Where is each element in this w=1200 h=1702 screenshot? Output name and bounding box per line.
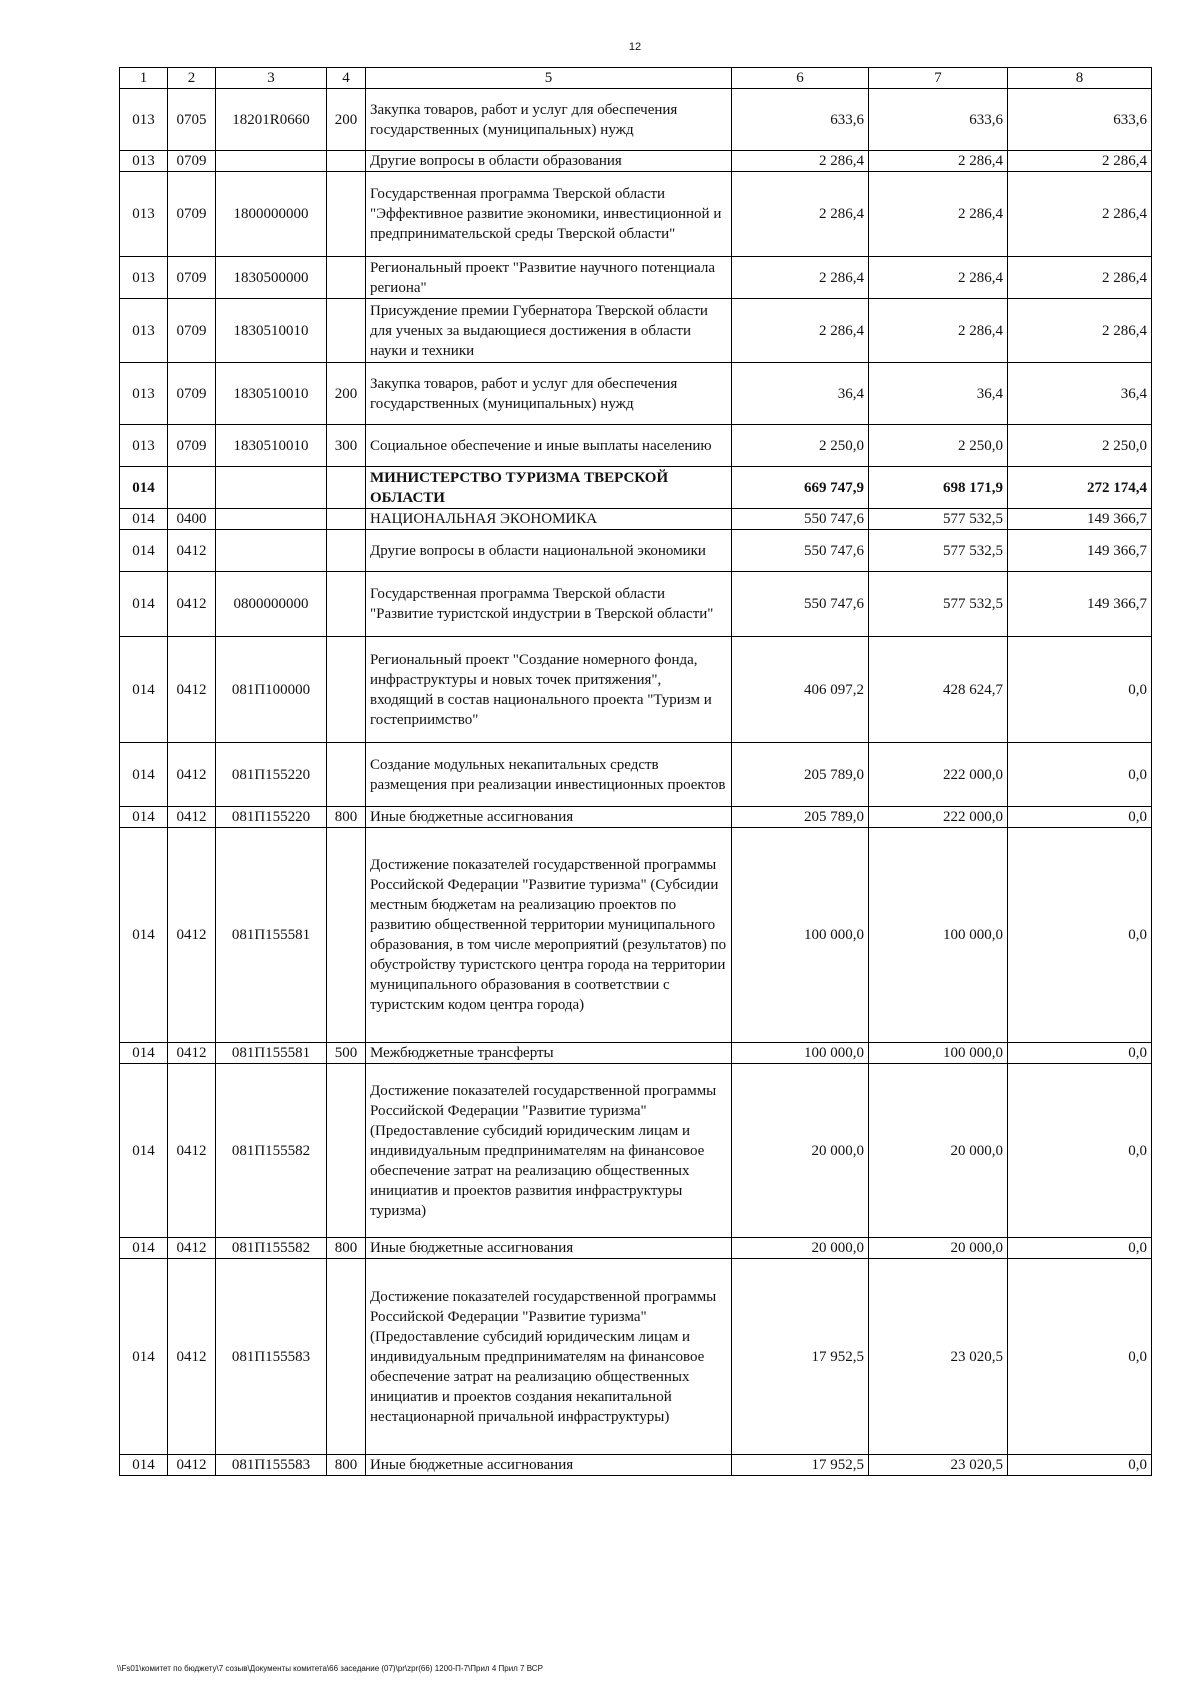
amount-cell-col7: 2 286,4	[869, 151, 1008, 172]
target-item-code-cell: 1830510010	[216, 363, 327, 425]
amount-cell-col7: 2 286,4	[869, 257, 1008, 299]
department-code-cell: 014	[120, 572, 168, 637]
amount-cell-col8: 2 286,4	[1008, 257, 1152, 299]
expense-type-cell: 800	[327, 1455, 366, 1476]
target-item-code-cell: 1830500000	[216, 257, 327, 299]
table-row	[120, 743, 1152, 807]
amount-cell-col6: 406 097,2	[732, 637, 869, 743]
budget-table	[119, 67, 1152, 1476]
amount-cell-col7: 2 286,4	[869, 299, 1008, 363]
col-header: 2	[168, 68, 216, 89]
expense-type-cell	[327, 299, 366, 363]
table-row	[120, 807, 1152, 828]
amount-cell-col7: 36,4	[869, 363, 1008, 425]
table-row	[120, 1455, 1152, 1476]
department-code-cell: 014	[120, 637, 168, 743]
department-code-cell: 013	[120, 299, 168, 363]
target-item-code-cell: 081П155581	[216, 1043, 327, 1064]
department-code-cell: 014	[120, 1064, 168, 1238]
description-cell: Иные бюджетные ассигнования	[366, 807, 732, 828]
description-cell: Региональный проект "Развитие научного потенциала региона"	[366, 257, 732, 299]
amount-cell-col6: 100 000,0	[732, 1043, 869, 1064]
amount-cell-col8: 2 286,4	[1008, 151, 1152, 172]
target-item-code-cell: 081П155582	[216, 1238, 327, 1259]
amount-cell-col7: 100 000,0	[869, 1043, 1008, 1064]
col-header: 3	[216, 68, 327, 89]
amount-cell-col8: 0,0	[1008, 1259, 1152, 1455]
department-code-cell: 014	[120, 1259, 168, 1455]
amount-cell-col7: 428 624,7	[869, 637, 1008, 743]
department-code-cell: 013	[120, 172, 168, 257]
amount-cell-col8: 0,0	[1008, 807, 1152, 828]
amount-cell-col7: 222 000,0	[869, 807, 1008, 828]
section-code-cell: 0709	[168, 151, 216, 172]
expense-type-cell	[327, 509, 366, 530]
col-header: 1	[120, 68, 168, 89]
table-row	[120, 509, 1152, 530]
section-code-cell: 0412	[168, 530, 216, 572]
target-item-code-cell: 18201R0660	[216, 89, 327, 151]
amount-cell-col7: 222 000,0	[869, 743, 1008, 807]
description-cell: Другие вопросы в области национальной экономики	[366, 530, 732, 572]
description-cell: МИНИСТЕРСТВО ТУРИЗМА ТВЕРСКОЙ ОБЛАСТИ	[366, 467, 732, 509]
amount-cell-col7: 20 000,0	[869, 1238, 1008, 1259]
amount-cell-col6: 20 000,0	[732, 1238, 869, 1259]
col-header: 6	[732, 68, 869, 89]
table-row	[120, 299, 1152, 363]
amount-cell-col6: 2 286,4	[732, 151, 869, 172]
department-code-cell: 014	[120, 1455, 168, 1476]
expense-type-cell	[327, 257, 366, 299]
section-code-cell: 0412	[168, 807, 216, 828]
amount-cell-col8: 0,0	[1008, 1238, 1152, 1259]
table-row	[120, 425, 1152, 467]
expense-type-cell	[327, 530, 366, 572]
amount-cell-col8: 2 286,4	[1008, 299, 1152, 363]
section-code-cell: 0412	[168, 1455, 216, 1476]
amount-cell-col8: 272 174,4	[1008, 467, 1152, 509]
table-row	[120, 1238, 1152, 1259]
file-path-footer: \\Fs01\комитет по бюджету\7 созыв\Документы комитета\66 заседание (07)\pr\zpr(66) 1200-П-7\Прил 4 Прил 7 ВСР	[117, 1664, 543, 1673]
section-code-cell: 0709	[168, 299, 216, 363]
table-row	[120, 172, 1152, 257]
amount-cell-col7: 577 532,5	[869, 572, 1008, 637]
amount-cell-col6: 205 789,0	[732, 807, 869, 828]
expense-type-cell: 500	[327, 1043, 366, 1064]
description-cell: Закупка товаров, работ и услуг для обеспечения государственных (муниципальных) нужд	[366, 363, 732, 425]
col-header: 7	[869, 68, 1008, 89]
target-item-code-cell	[216, 509, 327, 530]
section-code-cell: 0412	[168, 1064, 216, 1238]
section-code-cell: 0412	[168, 1259, 216, 1455]
department-code-cell: 014	[120, 807, 168, 828]
department-code-cell: 014	[120, 828, 168, 1043]
section-code-cell: 0400	[168, 509, 216, 530]
section-code-cell: 0412	[168, 572, 216, 637]
expense-type-cell	[327, 743, 366, 807]
expense-type-cell	[327, 572, 366, 637]
amount-cell-col6: 550 747,6	[732, 572, 869, 637]
section-code-cell: 0709	[168, 172, 216, 257]
table-body	[120, 89, 1152, 1476]
section-code-cell: 0709	[168, 425, 216, 467]
department-code-cell: 013	[120, 89, 168, 151]
amount-cell-col6: 2 286,4	[732, 299, 869, 363]
col-header: 4	[327, 68, 366, 89]
expense-type-cell: 300	[327, 425, 366, 467]
section-code-cell: 0412	[168, 637, 216, 743]
expense-type-cell: 200	[327, 89, 366, 151]
section-code-cell: 0412	[168, 1043, 216, 1064]
section-code-cell: 0709	[168, 363, 216, 425]
expense-type-cell: 200	[327, 363, 366, 425]
target-item-code-cell: 081П155582	[216, 1064, 327, 1238]
amount-cell-col8: 0,0	[1008, 1043, 1152, 1064]
department-code-cell: 013	[120, 257, 168, 299]
target-item-code-cell: 1830510010	[216, 425, 327, 467]
expense-type-cell	[327, 172, 366, 257]
amount-cell-col6: 20 000,0	[732, 1064, 869, 1238]
table-row	[120, 89, 1152, 151]
expense-type-cell: 800	[327, 1238, 366, 1259]
expense-type-cell	[327, 828, 366, 1043]
table-row	[120, 637, 1152, 743]
target-item-code-cell: 1800000000	[216, 172, 327, 257]
department-code-cell: 013	[120, 425, 168, 467]
description-cell: Иные бюджетные ассигнования	[366, 1455, 732, 1476]
description-cell: Достижение показателей государственной программы Российской Федерации "Развитие туризма" (Предоставление субсидий юридическим лицам и индивидуальным предпринимателям на финансовое обеспечение затрат на реализацию общественных инициатив и проектов создания некапитальной нестационарной причальной инфраструктуры)	[366, 1259, 732, 1455]
amount-cell-col6: 2 286,4	[732, 172, 869, 257]
department-code-cell: 014	[120, 467, 168, 509]
target-item-code-cell: 081П155220	[216, 743, 327, 807]
amount-cell-col6: 17 952,5	[732, 1259, 869, 1455]
description-cell: Социальное обеспечение и иные выплаты населению	[366, 425, 732, 467]
target-item-code-cell: 081П155583	[216, 1259, 327, 1455]
description-cell: Достижение показателей государственной программы Российской Федерации "Развитие туризма" (Субсидии местным бюджетам на реализацию проектов по развитию общественной территории муниципального образования, в том числе мероприятий (результатов) по обустройству туристского центра города на территории муниципального образования в соответствии с туристским кодом центра города)	[366, 828, 732, 1043]
department-code-cell: 013	[120, 151, 168, 172]
description-cell: Достижение показателей государственной программы Российской Федерации "Развитие туризма" (Предоставление субсидий юридическим лицам и индивидуальным предпринимателям на финансовое обеспечение затрат на реализацию общественных инициатив и проектов развития инфраструктуры туризма)	[366, 1064, 732, 1238]
expense-type-cell: 800	[327, 807, 366, 828]
target-item-code-cell	[216, 467, 327, 509]
section-code-cell: 0709	[168, 257, 216, 299]
amount-cell-col7: 100 000,0	[869, 828, 1008, 1043]
target-item-code-cell: 1830510010	[216, 299, 327, 363]
department-code-cell: 014	[120, 509, 168, 530]
amount-cell-col8: 633,6	[1008, 89, 1152, 151]
table-row	[120, 363, 1152, 425]
amount-cell-col6: 2 250,0	[732, 425, 869, 467]
amount-cell-col8: 149 366,7	[1008, 572, 1152, 637]
amount-cell-col7: 577 532,5	[869, 509, 1008, 530]
description-cell: НАЦИОНАЛЬНАЯ ЭКОНОМИКА	[366, 509, 732, 530]
table-row	[120, 1064, 1152, 1238]
amount-cell-col7: 2 250,0	[869, 425, 1008, 467]
amount-cell-col8: 2 250,0	[1008, 425, 1152, 467]
amount-cell-col8: 0,0	[1008, 828, 1152, 1043]
department-code-cell: 014	[120, 1238, 168, 1259]
section-code-cell	[168, 467, 216, 509]
department-code-cell: 014	[120, 530, 168, 572]
amount-cell-col6: 17 952,5	[732, 1455, 869, 1476]
target-item-code-cell: 081П155220	[216, 807, 327, 828]
amount-cell-col7: 23 020,5	[869, 1259, 1008, 1455]
amount-cell-col7: 633,6	[869, 89, 1008, 151]
table-row	[120, 1259, 1152, 1455]
amount-cell-col7: 23 020,5	[869, 1455, 1008, 1476]
amount-cell-col8: 2 286,4	[1008, 172, 1152, 257]
description-cell: Создание модульных некапитальных средств размещения при реализации инвестиционных проектов	[366, 743, 732, 807]
expense-type-cell	[327, 637, 366, 743]
description-cell: Региональный проект "Создание номерного фонда, инфраструктуры и новых точек притяжения", входящий в состав национального проекта "Туризм и гостеприимство"	[366, 637, 732, 743]
amount-cell-col7: 20 000,0	[869, 1064, 1008, 1238]
table-row	[120, 151, 1152, 172]
amount-cell-col8: 36,4	[1008, 363, 1152, 425]
expense-type-cell	[327, 151, 366, 172]
expense-type-cell	[327, 467, 366, 509]
table-row	[120, 257, 1152, 299]
table-row	[120, 1043, 1152, 1064]
amount-cell-col6: 633,6	[732, 89, 869, 151]
description-cell: Закупка товаров, работ и услуг для обеспечения государственных (муниципальных) нужд	[366, 89, 732, 151]
amount-cell-col7: 577 532,5	[869, 530, 1008, 572]
target-item-code-cell: 081П100000	[216, 637, 327, 743]
amount-cell-col7: 698 171,9	[869, 467, 1008, 509]
amount-cell-col6: 550 747,6	[732, 530, 869, 572]
description-cell: Государственная программа Тверской области "Развитие туристской индустрии в Тверской области"	[366, 572, 732, 637]
amount-cell-col6: 100 000,0	[732, 828, 869, 1043]
table-row	[120, 828, 1152, 1043]
section-code-cell: 0705	[168, 89, 216, 151]
description-cell: Государственная программа Тверской области "Эффективное развитие экономики, инвестиционной и предпринимательской среды Тверской области"	[366, 172, 732, 257]
target-item-code-cell	[216, 530, 327, 572]
department-code-cell: 014	[120, 1043, 168, 1064]
description-cell: Иные бюджетные ассигнования	[366, 1238, 732, 1259]
amount-cell-col8: 149 366,7	[1008, 509, 1152, 530]
col-header: 5	[366, 68, 732, 89]
department-code-cell: 013	[120, 363, 168, 425]
section-code-cell: 0412	[168, 743, 216, 807]
page-number: 12	[628, 41, 642, 53]
header-row	[120, 68, 1152, 89]
table-row	[120, 467, 1152, 509]
description-cell: Межбюджетные трансферты	[366, 1043, 732, 1064]
expense-type-cell	[327, 1259, 366, 1455]
table-row	[120, 530, 1152, 572]
target-item-code-cell: 081П155581	[216, 828, 327, 1043]
amount-cell-col6: 205 789,0	[732, 743, 869, 807]
target-item-code-cell: 0800000000	[216, 572, 327, 637]
col-header: 8	[1008, 68, 1152, 89]
section-code-cell: 0412	[168, 828, 216, 1043]
amount-cell-col8: 0,0	[1008, 1064, 1152, 1238]
section-code-cell: 0412	[168, 1238, 216, 1259]
description-cell: Присуждение премии Губернатора Тверской области для ученых за выдающиеся достижения в области науки и техники	[366, 299, 732, 363]
amount-cell-col8: 0,0	[1008, 637, 1152, 743]
amount-cell-col8: 0,0	[1008, 1455, 1152, 1476]
amount-cell-col6: 550 747,6	[732, 509, 869, 530]
amount-cell-col6: 669 747,9	[732, 467, 869, 509]
amount-cell-col7: 2 286,4	[869, 172, 1008, 257]
department-code-cell: 014	[120, 743, 168, 807]
target-item-code-cell	[216, 151, 327, 172]
amount-cell-col8: 0,0	[1008, 743, 1152, 807]
table-row	[120, 572, 1152, 637]
amount-cell-col8: 149 366,7	[1008, 530, 1152, 572]
amount-cell-col6: 2 286,4	[732, 257, 869, 299]
expense-type-cell	[327, 1064, 366, 1238]
description-cell: Другие вопросы в области образования	[366, 151, 732, 172]
target-item-code-cell: 081П155583	[216, 1455, 327, 1476]
amount-cell-col6: 36,4	[732, 363, 869, 425]
